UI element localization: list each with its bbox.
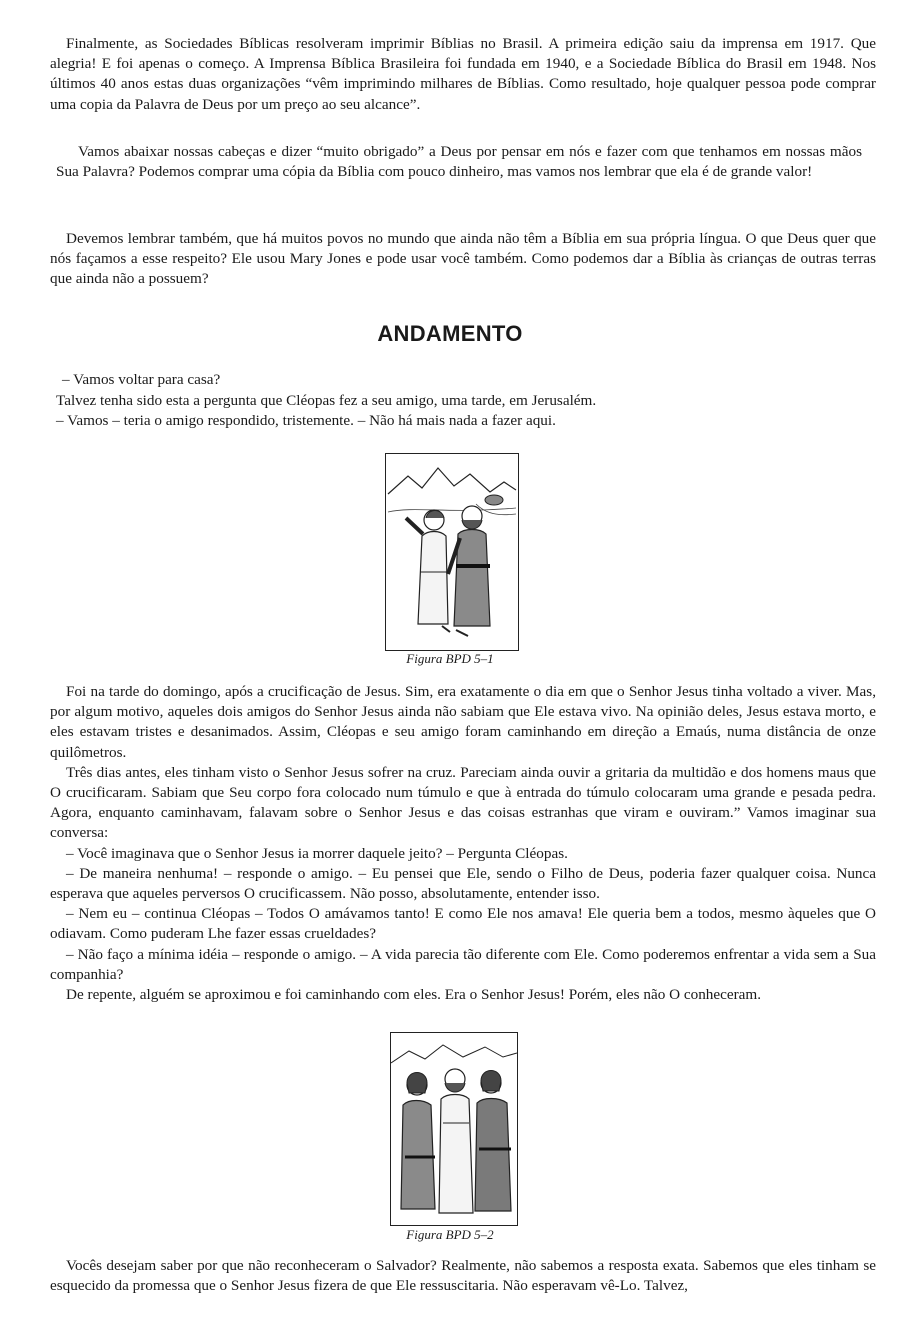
intro-paragraph-3: Devemos lembrar também, que há muitos povos no mundo que ainda não têm a Bíblia em sua própria língua. O que Deus quer que nós façamos a esse respeito? Ele usou Mary Jones e pode usar você também. Como podemos dar a Bíblia às crianças de outras terras que ainda não a possuem?: [50, 230, 876, 288]
intro-paragraph-1: Finalmente, as Sociedades Bíblicas resolveram imprimir Bíblias no Brasil. A primeira edição saiu da imprensa em 1917. Que alegria! E foi apenas o começo. A Imprensa Bíblica Brasileira foi fundada em 1940, e a Sociedade Bíblica do Brasil em 1948. Nos últimos 40 anos estas duas organizações “vêm imprimindo milhares de Bíblias. Como resultado, hoje qualquer pessoa pode comprar uma copia da Palavra de Deus por um preço ao seu alcance”.: [50, 35, 876, 113]
closing-paragraph: Vocês desejam saber por que não reconheceram o Salvador? Realmente, não sabemos a resposta exata. Sabemos que eles tinham se esquecido da promessa que o Senhor Jesus fizera de que Ele ressuscitaria. Não esperavam vê-Lo. Talvez,: [50, 1257, 876, 1295]
figure-caption-1: Figura BPD 5–1: [406, 651, 494, 666]
dialogue-line: – Vamos – teria o amigo respondido, tristemente. – Não há mais nada a fazer aqui.: [56, 412, 556, 429]
section-heading: ANDAMENTO: [377, 321, 523, 346]
figure-illustration-2: [390, 1032, 518, 1226]
figure-caption-2: Figura BPD 5–2: [406, 1227, 494, 1242]
story-paragraph: – Você imaginava que o Senhor Jesus ia morrer daquele jeito? – Pergunta Cléopas.: [66, 844, 568, 862]
story-section: [50, 682, 876, 1005]
dialogue-line: – Vamos voltar para casa?: [62, 371, 221, 388]
story-paragraph: Três dias antes, eles tinham visto o Senhor Jesus sofrer na cruz. Pareciam ainda ouvir a gritaria da multidão e dos homens maus que O crucificaram. Sabiam que Seu corpo fora colocado num túmulo e que à entrada do túmulo colocaram uma grande e pesada pedra. Agora, enquanto caminhavam, falavam sobre o Senhor Jesus e das coisas estranhas que viram e ouviram.” Vamos imaginar sua conversa:: [50, 763, 876, 842]
two-men-walking-illustration: [386, 454, 518, 650]
figure-illustration-1: [385, 453, 519, 651]
story-paragraph: Foi na tarde do domingo, após a crucificação de Jesus. Sim, era exatamente o dia em que o Senhor Jesus tinha voltado a viver. Mas, por algum motivo, aqueles dois amigos do Senhor Jesus ainda não sabiam que Ele estava vivo. Na opinião deles, Jesus estava morto, e eles estavam tristes e desanimados. Assim, Cléopas e seu amigo foram caminhando em direção a Emaús, numa distância de onze quilômetros.: [50, 683, 876, 761]
story-paragraph: – Não faço a mínima idéia – responde o amigo. – A vida parecia tão diferente com Ele. Como poderemos enfrentar a vida sem a Sua companhia?: [50, 945, 876, 983]
story-paragraph: De repente, alguém se aproximou e foi caminhando com eles. Era o Senhor Jesus! Porém, eles não O conheceram.: [66, 986, 762, 1004]
story-paragraph: – De maneira nenhuma! – responde o amigo. – Eu pensei que Ele, sendo o Filho de Deus, poderia fazer qualquer coisa. Nunca esperava que aqueles perversos O crucificassem. Não posso, absolutamente, entender isso.: [50, 864, 876, 903]
story-paragraph: – Nem eu – continua Cléopas – Todos O amávamos tanto! E como Ele nos amava! Ele queria bem a todos, mesmo àqueles que O odiavam. Como puderam Lhe fazer essas crueldades?: [50, 905, 876, 943]
dialogue-line: Talvez tenha sido esta a pergunta que Cléopas fez a seu amigo, uma tarde, em Jerusalém.: [56, 391, 597, 409]
three-men-illustration: [391, 1033, 517, 1225]
opening-dialogue: [56, 370, 856, 432]
intro-paragraph-2: Vamos abaixar nossas cabeças e dizer “muito obrigado” a Deus por pensar em nós e fazer com que tenhamos em nossas mãos Sua Palavra? Podemos comprar uma cópia da Bíblia com pouco dinheiro, mas vamos nos lembrar que ela é de grande valor!: [56, 143, 862, 181]
